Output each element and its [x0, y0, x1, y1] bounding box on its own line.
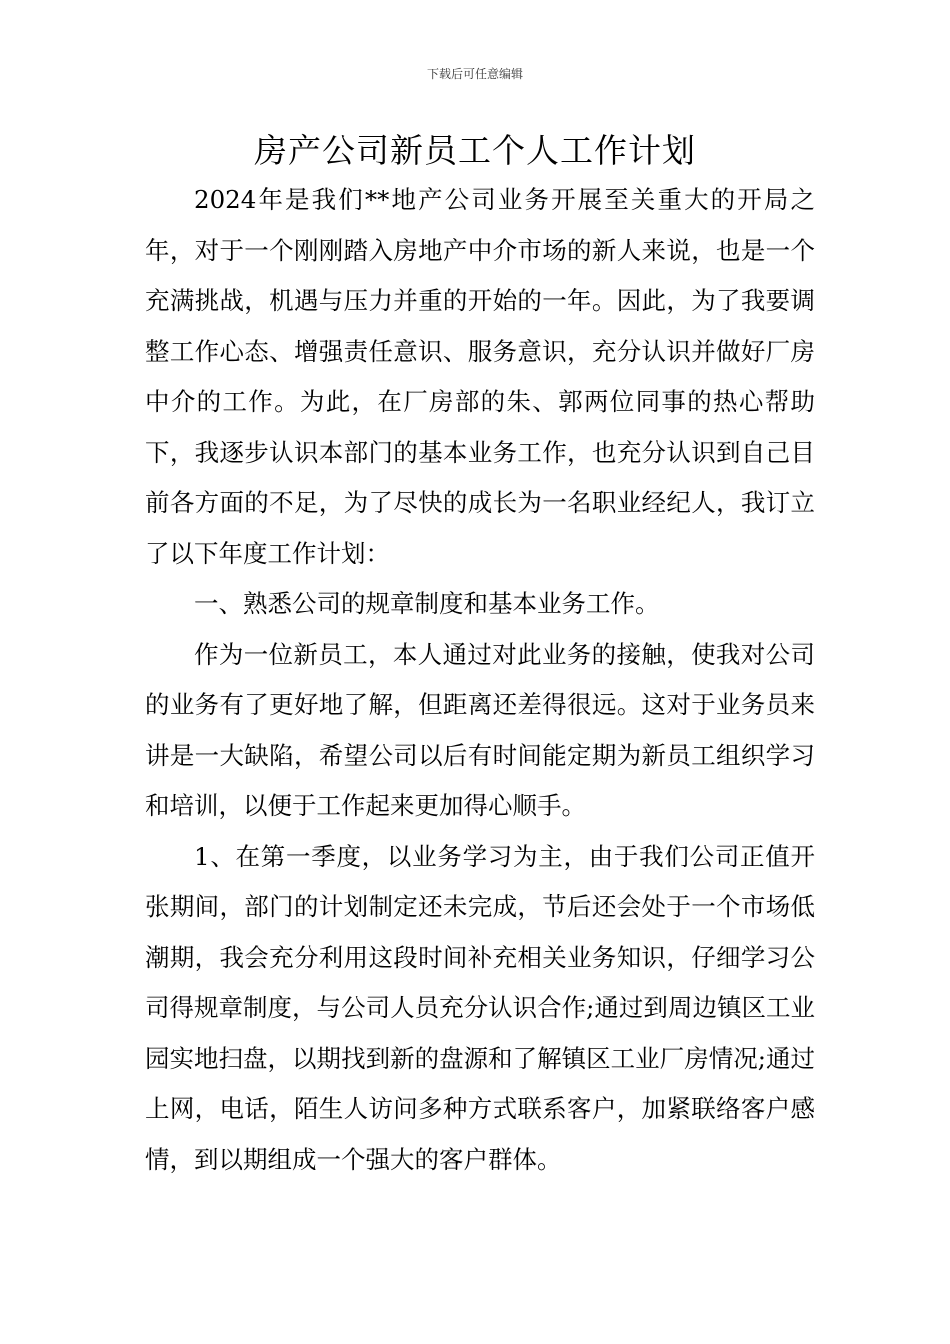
paragraph-first-quarter: 1、在第一季度，以业务学习为主，由于我们公司正值开张期间，部门的计划制定还未完成，节后还会处于一个市场低潮期，我会充分利用这段时间补充相关业务知识，仔细学习公司得规章制度，与公司人员充分认识合作;通过到周边镇区工业园实地扫盘，以期找到新的盘源和了解镇区工业厂房情况;通过上网，电话，陌生人访问多种方式联系客户，加紧联络客户感情，到以期组成一个强大的客户群体。 [145, 841, 815, 1174]
document-body [145, 175, 815, 1185]
paragraph-section-heading: 一、熟悉公司的规章制度和基本业务工作。 [194, 589, 660, 618]
header-note: 下载后可任意编辑 [426, 67, 523, 81]
paragraph-new-employee: 作为一位新员工，本人通过对此业务的接触，使我对公司的业务有了更好地了解，但距离还差得很远。这对于业务员来讲是一大缺陷，希望公司以后有时间能定期为新员工组织学习和培训，以便于工作起来更加得心顺手。 [145, 639, 815, 820]
document-title: 房产公司新员工个人工作计划 [254, 131, 696, 170]
paragraph-intro: 2024年是我们**地产公司业务开展至关重大的开局之年，对于一个刚刚踏入房地产中介市场的新人来说，也是一个充满挑战，机遇与压力并重的开始的一年。因此，为了我要调整工作心态、增强责任意识、服务意识，充分认识并做好厂房中介的工作。为此，在厂房部的朱、郭两位同事的热心帮助下，我逐步认识本部门的基本业务工作，也充分认识到自己目前各方面的不足，为了尽快的成长为一名职业经纪人，我订立了以下年度工作计划： [145, 185, 815, 568]
